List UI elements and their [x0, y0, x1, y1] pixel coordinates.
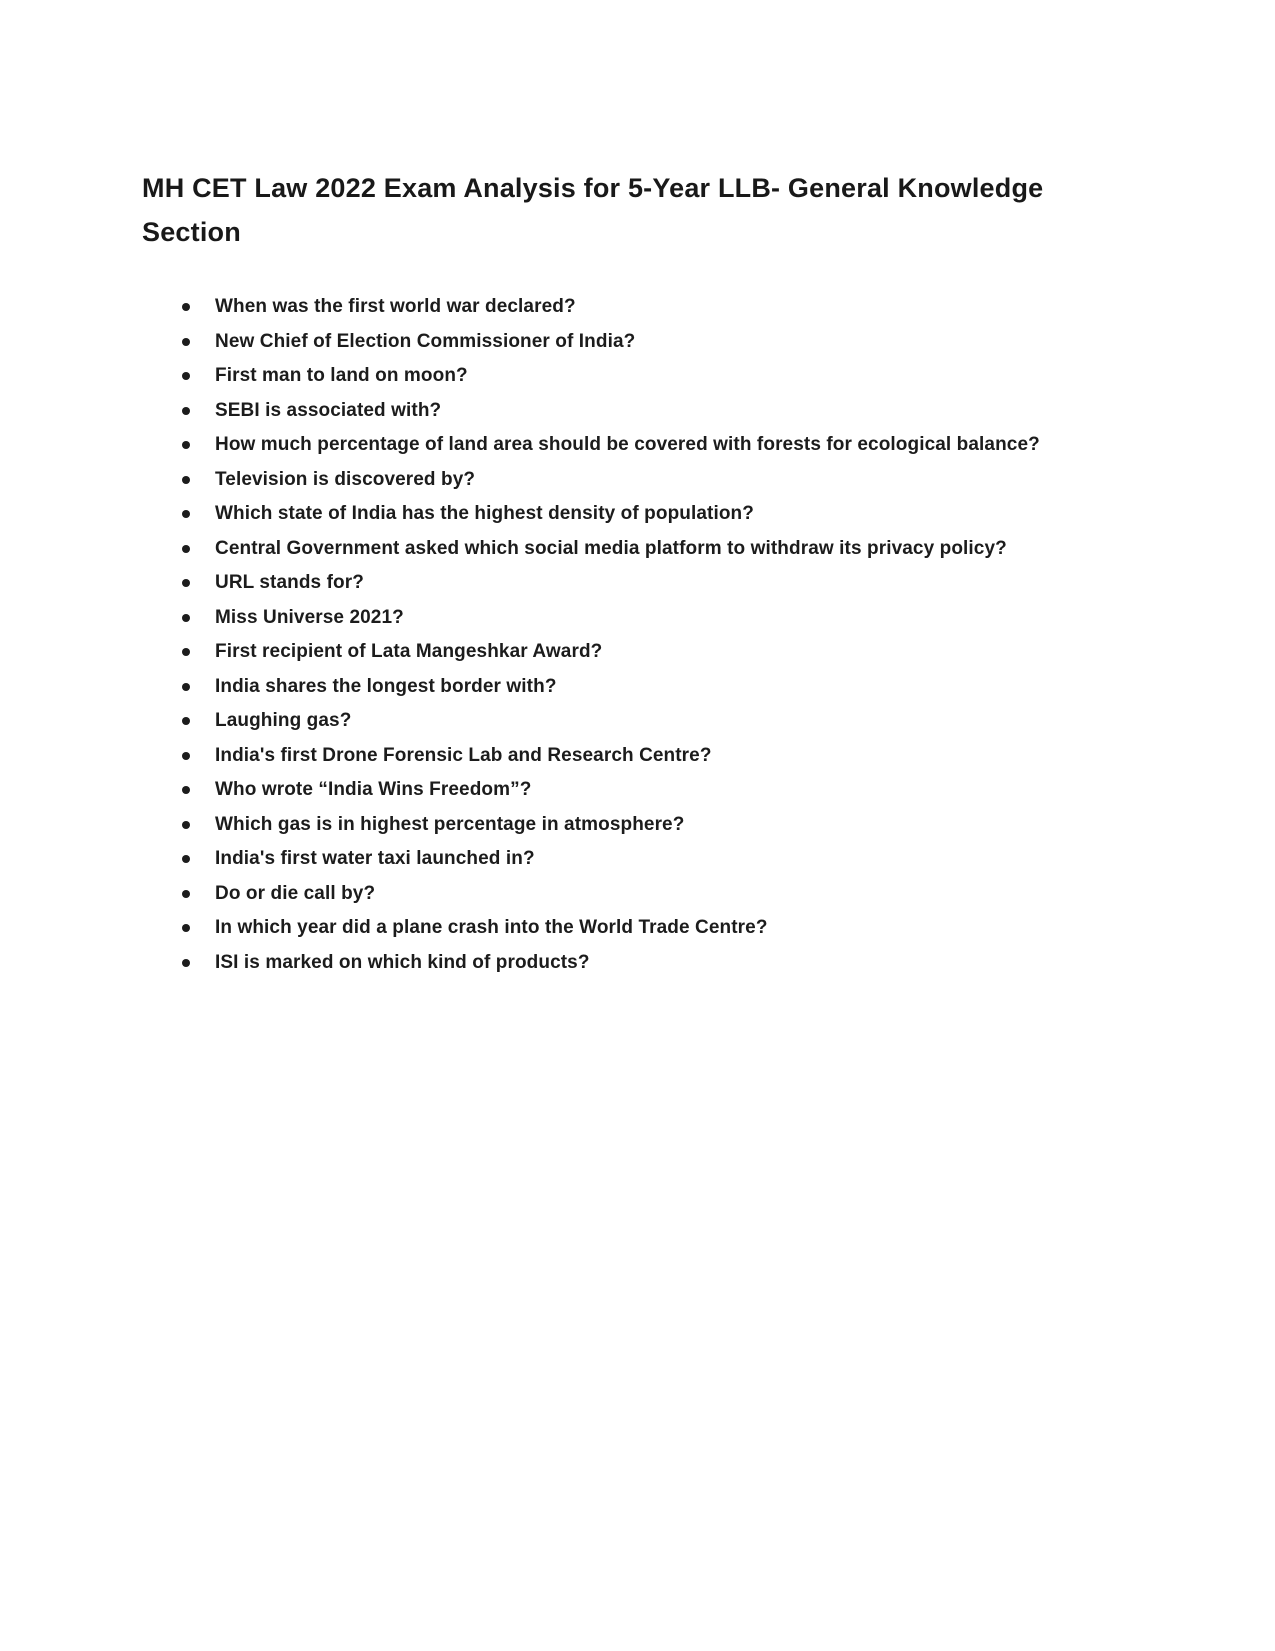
document-page: [142, 166, 1062, 980]
question-item: Who wrote “India Wins Freedom”?: [142, 773, 1047, 808]
question-item: Which gas is in highest percentage in atmosphere?: [142, 808, 1047, 843]
question-item: Do or die call by?: [142, 877, 1047, 912]
question-item: When was the first world war declared?: [142, 290, 1047, 325]
question-item: Which state of India has the highest density of population?: [142, 497, 1047, 532]
question-item: In which year did a plane crash into the World Trade Centre?: [142, 911, 1047, 946]
question-item: India's first water taxi launched in?: [142, 842, 1047, 877]
question-item: India's first Drone Forensic Lab and Research Centre?: [142, 739, 1047, 774]
question-item: Miss Universe 2021?: [142, 601, 1047, 636]
question-item: URL stands for?: [142, 566, 1047, 601]
question-item: ISI is marked on which kind of products?: [142, 946, 1047, 981]
question-item: Laughing gas?: [142, 704, 1047, 739]
question-item: Television is discovered by?: [142, 463, 1047, 498]
question-item: First man to land on moon?: [142, 359, 1047, 394]
question-item: How much percentage of land area should be covered with forests for ecological balance?: [142, 428, 1047, 463]
question-item: New Chief of Election Commissioner of India?: [142, 325, 1047, 360]
page-title: MH CET Law 2022 Exam Analysis for 5-Year LLB- General Knowledge Section: [142, 173, 1044, 247]
question-item: First recipient of Lata Mangeshkar Award?: [142, 635, 1047, 670]
question-item: India shares the longest border with?: [142, 670, 1047, 705]
question-list: [142, 290, 1062, 980]
question-item: Central Government asked which social media platform to withdraw its privacy policy?: [142, 532, 1047, 567]
question-item: SEBI is associated with?: [142, 394, 1047, 429]
